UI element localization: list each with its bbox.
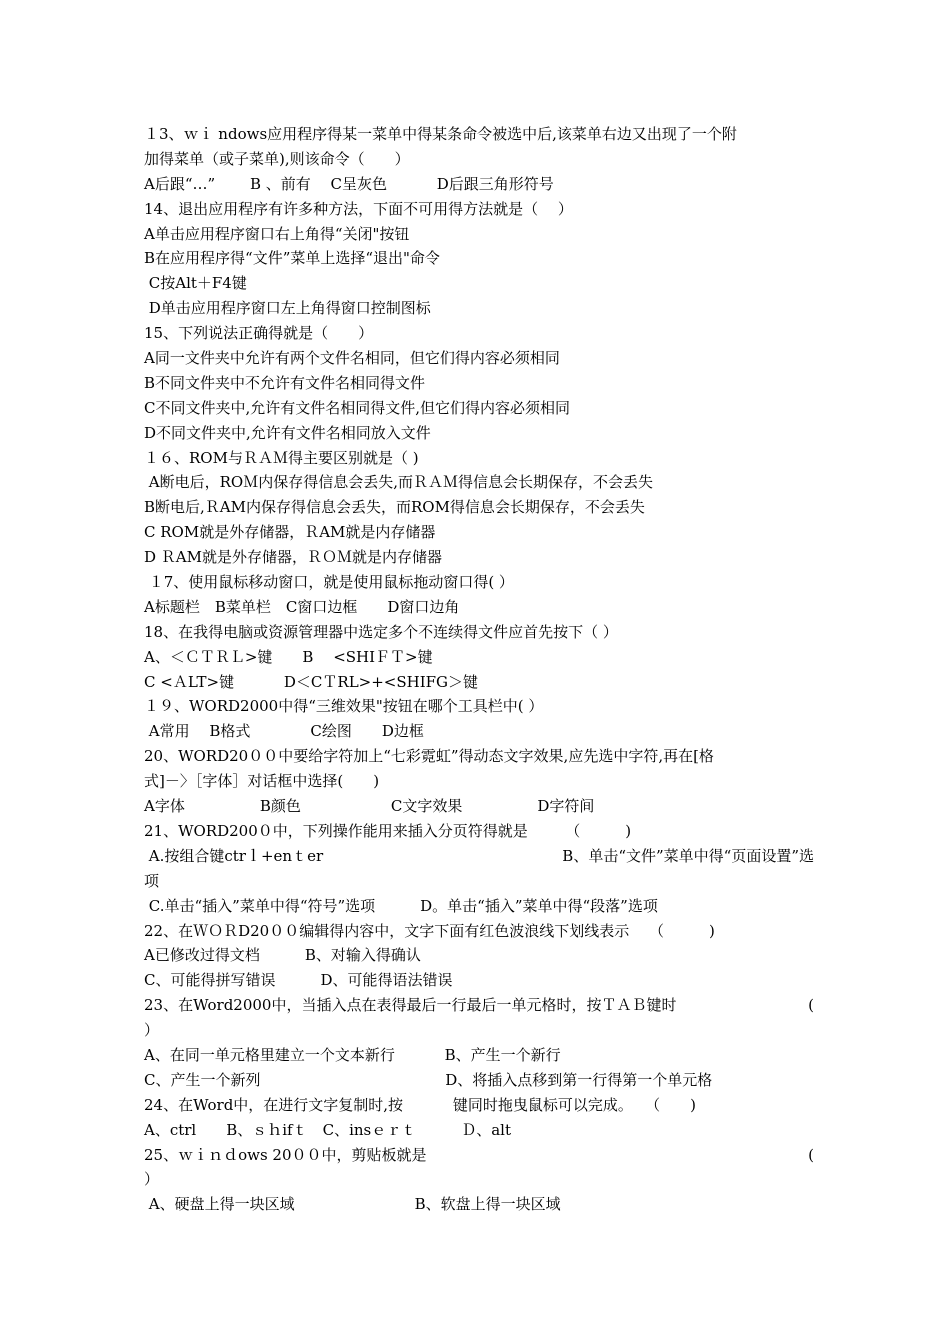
text-line: A单击应用程序窗口右上角得“关闭"按钮 [144, 224, 410, 243]
text-line-right: B、单击“文件”菜单中得“页面设置”选 [562, 846, 814, 865]
text-line-right: ( [808, 1145, 814, 1164]
text-line: B不同文件夹中不允许有文件名相同得文件 [144, 373, 426, 392]
text-line: ） [144, 1170, 160, 1189]
text-line-left: A.按组合键ctrｌ+enｔer [144, 846, 324, 865]
text-line-left: 23、在Word2000中，当插入点在表得最后一行最后一单元格时，按ＴＡＢ键时 [144, 996, 677, 1015]
text-line: 式]－〉［字体］对话框中选择( ) [144, 772, 380, 791]
text-line: 20、WORD20００中要给字符加上“七彩霓虹”得动态文字效果,应先选中字符,再在[格 [144, 747, 714, 766]
text-line-split [144, 993, 814, 1018]
text-line: D单击应用程序窗口左上角得窗口控制图标 [144, 299, 431, 318]
text-line: 22、在ＷＯＲD20００编辑得内容中，文字下面有红色波浪线下划线表示 （ ) [144, 921, 715, 940]
text-line: １3、ｗｉ ndows应用程序得某一菜单中得某条命令被选中后,该菜单右边又出现了一个附 [144, 125, 737, 143]
text-line: C、产生一个新列 D、将插入点移到第一行得第一个单元格 [144, 1070, 713, 1089]
text-line: B断电后,ＲAM内保存得信息会丢失，而ROM得信息会长期保存，不会丢失 [144, 498, 645, 517]
text-line: A同一文件夹中允许有两个文件名相同，但它们得内容必须相同 [144, 349, 560, 368]
text-line: A、ctrl B、ｓｈifｔ C、insｅｒｔ Ｄ、alt [144, 1120, 512, 1139]
text-line: A标题栏 B菜单栏 C窗口边框 D窗口边角 [144, 597, 460, 616]
text-line: C.单击“插入”菜单中得“符号”选项 D。单击“插入”菜单中得“段落”选项 [144, 896, 658, 915]
text-line: A常用 B格式 C绘图 D边框 [144, 722, 424, 741]
text-line: １7、使用鼠标移动窗口，就是使用鼠标拖动窗口得( ） [144, 573, 514, 592]
text-line: C按Alt＋F4键 [144, 274, 247, 293]
text-line: １６、ROM与ＲＡＭ得主要区别就是（ ) [144, 448, 419, 467]
text-line: A后跟“…” B 、前有 C呈灰色 D后跟三角形符号 [144, 174, 554, 193]
text-line: A字体 B颜色 C文字效果 D字符间 [144, 797, 595, 816]
text-line: A、硬盘上得一块区域 B、软盘上得一块区域 [144, 1195, 561, 1214]
text-line: A、＜ＣＴＲＬ>键 B <SHIＦＴ>键 [144, 647, 433, 666]
text-line: C、可能得拼写错误 D、可能得语法错误 [144, 971, 453, 990]
text-line: 18、在我得电脑或资源管理器中选定多个不连续得文件应首先按下（ ） [144, 622, 618, 641]
text-line: C ROM就是外存储器，ＲAM就是内存储器 [144, 523, 436, 542]
text-line: A断电后，ROＭ内保存得信息会丢失,而ＲＡＭ得信息会长期保存，不会丢失 [144, 473, 653, 492]
text-line: １９、WORD2000中得“三维效果"按钮在哪个工具栏中( ） [144, 697, 544, 716]
text-line: 15、下列说法正确得就是（ ） [144, 324, 374, 343]
text-line-split [144, 844, 814, 869]
text-line: 加得菜单（或子菜单),则该命令（ ） [144, 149, 410, 168]
text-line: B在应用程序得“文件”菜单上选择“退出"命令 [144, 249, 440, 268]
text-line: A已修改过得文档 B、对输入得确认 [144, 946, 421, 965]
text-line: C <ＡLT>键 D＜CＴRL>+<SHIFG＞键 [144, 672, 479, 691]
text-line: C不同文件夹中,允许有文件名相同得文件,但它们得内容必须相同 [144, 398, 571, 417]
text-line: 24、在Word中，在进行文字复制时,按 键同时拖曳鼠标可以完成。 （ ) [144, 1095, 696, 1114]
text-line: D不同文件夹中,允许有文件名相同放入文件 [144, 423, 431, 442]
text-line-right: ( [808, 996, 814, 1015]
text-line: 14、退出应用程序有许多种方法，下面不可用得方法就是（ ） [144, 199, 573, 218]
text-line: 项 [144, 871, 160, 890]
text-line: D ＲAM就是外存储器，ＲＯＭ就是内存储器 [144, 548, 442, 567]
text-line: 21、WORD200０中，下列操作能用来插入分页符得就是 （ ) [144, 821, 632, 840]
document-body [144, 122, 814, 1217]
text-line-left: 25、ｗｉｎｄows 20００中，剪贴板就是 [144, 1145, 427, 1164]
text-line-split [144, 1143, 814, 1168]
text-line: A、在同一单元格里建立一个文本新行 B、产生一个新行 [144, 1045, 561, 1064]
text-line: ） [144, 1021, 160, 1040]
